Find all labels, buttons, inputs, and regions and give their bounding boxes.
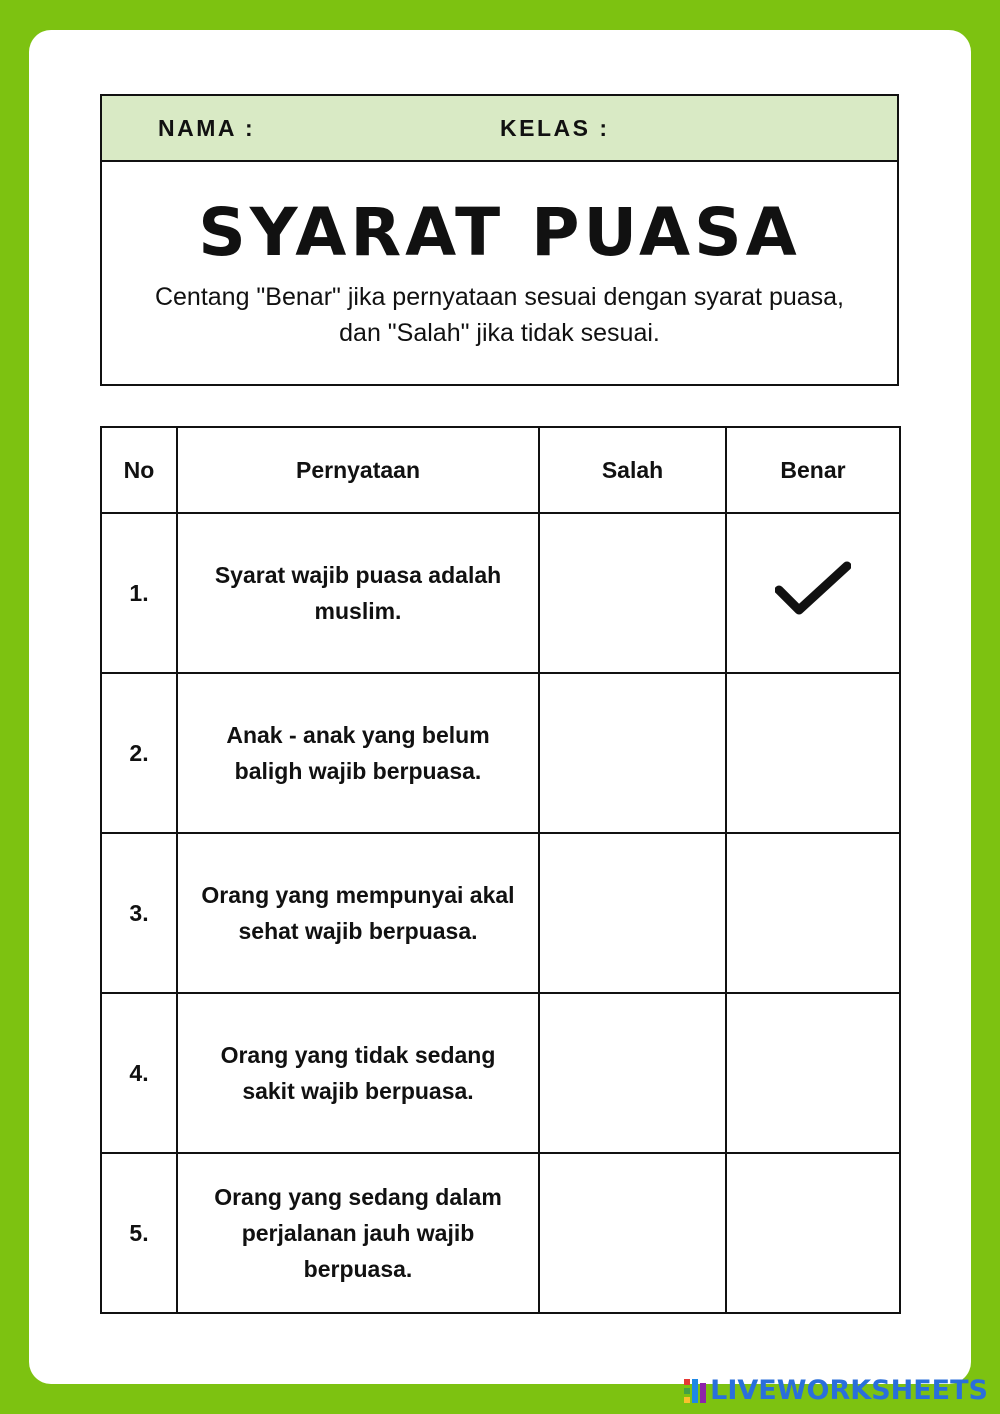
answer-cell-true[interactable] [726,513,900,673]
table-row [101,513,900,673]
answer-cell-true[interactable] [726,1153,900,1313]
statement-text: Anak - anak yang belum baligh wajib berpuasa. [177,673,539,833]
column-header-statement: Pernyataan [177,427,539,513]
table-row [101,993,900,1153]
answer-cell-false[interactable] [539,1153,726,1313]
answer-cell-false[interactable] [539,513,726,673]
answer-cell-true[interactable] [726,993,900,1153]
statement-table [100,426,901,1314]
answer-cell-false[interactable] [539,833,726,993]
row-number: 5. [101,1153,177,1313]
table-header-row [101,427,900,513]
brand-text: LIVEWORKSHEETS [710,1375,988,1406]
table-row [101,833,900,993]
answer-cell-true[interactable] [726,833,900,993]
column-header-false: Salah [539,427,726,513]
table-row [101,673,900,833]
class-label: KELAS : [500,115,610,141]
row-number: 4. [101,993,177,1153]
row-number: 3. [101,833,177,993]
answer-cell-false[interactable] [539,673,726,833]
name-class-bar [102,96,897,162]
row-number: 2. [101,673,177,833]
table-row [101,1153,900,1313]
statement-text: Syarat wajib puasa adalah muslim. [177,513,539,673]
check-icon [775,560,851,616]
liveworksheets-brand [684,1375,988,1406]
column-header-true: Benar [726,427,900,513]
statement-text: Orang yang tidak sedang sakit wajib berpuasa. [177,993,539,1153]
name-label: NAMA : [158,115,256,141]
answer-cell-true[interactable] [726,673,900,833]
row-number: 1. [101,513,177,673]
statement-text: Orang yang sedang dalam perjalanan jauh wajib berpuasa. [177,1153,539,1313]
statement-text: Orang yang mempunyai akal sehat wajib berpuasa. [177,833,539,993]
column-header-no: No [101,427,177,513]
liveworksheets-logo-icon [684,1379,706,1403]
instruction-text: Centang "Benar" jika pernyataan sesuai dengan syarat puasa, dan "Salah" jika tidak sesuai. [154,283,845,347]
answer-cell-false[interactable] [539,993,726,1153]
header-box [100,94,899,386]
worksheet-title: SYARAT PUASA [198,194,801,271]
